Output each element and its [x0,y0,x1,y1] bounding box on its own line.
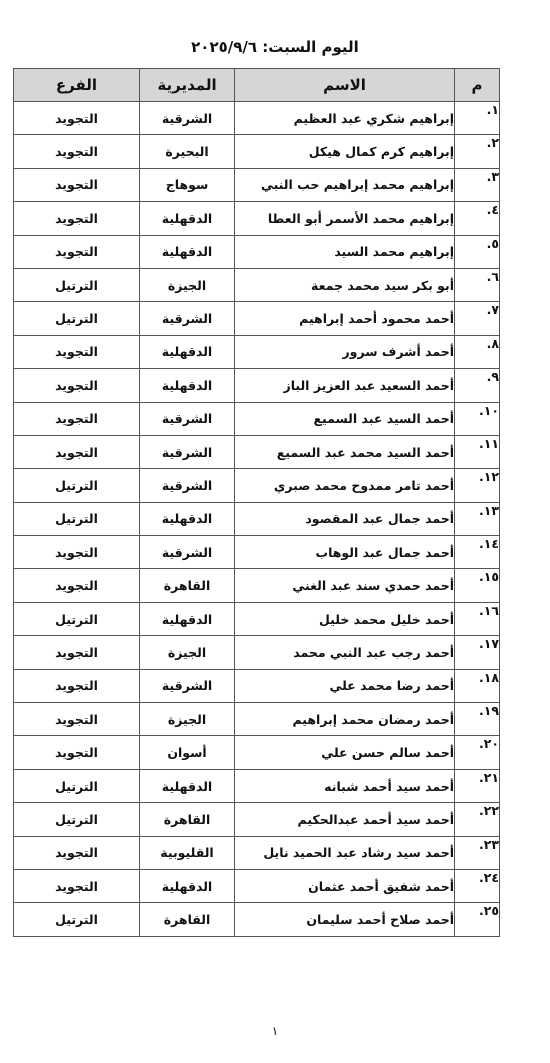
table-row [14,202,500,235]
row-number: ٢٤. [455,869,500,902]
row-directorate: سوهاج [140,168,235,201]
row-directorate: القاهرة [140,903,235,936]
table-row [14,703,500,736]
row-directorate: الدقهلية [140,869,235,902]
row-name: أحمد خليل محمد خليل [235,602,455,635]
row-branch: التجويد [14,669,140,702]
row-name: أحمد جمال عبد الوهاب [235,536,455,569]
row-name: إبراهيم محمد إبراهيم حب النبي [235,168,455,201]
row-branch: التجويد [14,135,140,168]
row-name: إبراهيم محمد السيد [235,235,455,268]
row-directorate: القاهرة [140,803,235,836]
row-branch: التجويد [14,536,140,569]
header-name: الاسم [235,69,455,102]
row-branch: الترتيل [14,502,140,535]
row-branch: الترتيل [14,803,140,836]
row-name: أحمد سالم حسن علي [235,736,455,769]
table-row [14,469,500,502]
table-row [14,402,500,435]
table-row [14,736,500,769]
row-number: ٢٣. [455,836,500,869]
row-name: أحمد السيد عبد السميع [235,402,455,435]
row-directorate: الدقهلية [140,335,235,368]
row-directorate: الدقهلية [140,235,235,268]
table-row [14,803,500,836]
row-name: أحمد السعيد عبد العزيز الباز [235,369,455,402]
row-name: أحمد سيد أحمد شبانه [235,769,455,802]
row-number: ١٢. [455,469,500,502]
row-number: ٦. [455,268,500,301]
row-branch: التجويد [14,102,140,135]
row-directorate: الجيزة [140,268,235,301]
row-branch: التجويد [14,435,140,468]
table-row [14,836,500,869]
row-directorate: الدقهلية [140,502,235,535]
row-name: أحمد شفيق أحمد عثمان [235,869,455,902]
table-row [14,602,500,635]
header-row [14,69,500,102]
row-number: ٢٥. [455,903,500,936]
row-number: ٢٠. [455,736,500,769]
row-directorate: الشرقية [140,402,235,435]
row-directorate: الشرقية [140,669,235,702]
row-branch: التجويد [14,636,140,669]
table-row [14,168,500,201]
page-number: ١ [271,1024,279,1038]
row-name: أحمد سيد رشاد عبد الحميد نايل [235,836,455,869]
table-row [14,102,500,135]
row-name: أحمد السيد محمد عبد السميع [235,435,455,468]
row-directorate: أسوان [140,736,235,769]
row-directorate: الجيزة [140,703,235,736]
row-name: أحمد رمضان محمد إبراهيم [235,703,455,736]
table-row [14,268,500,301]
header-branch: الفرع [14,69,140,102]
row-directorate: الشرقية [140,302,235,335]
row-name: أحمد صلاح أحمد سليمان [235,903,455,936]
row-number: ٢٢. [455,803,500,836]
row-branch: الترتيل [14,602,140,635]
header-directorate: المديرية [140,69,235,102]
row-number: ٢. [455,135,500,168]
row-name: إبراهيم كرم كمال هيكل [235,135,455,168]
row-directorate: الدقهلية [140,369,235,402]
table-row [14,369,500,402]
row-directorate: الشرقية [140,102,235,135]
row-number: ١٦. [455,602,500,635]
row-branch: التجويد [14,569,140,602]
row-branch: التجويد [14,836,140,869]
row-name: أحمد حمدي سند عبد الغني [235,569,455,602]
row-directorate: البحيرة [140,135,235,168]
row-directorate: الشرقية [140,536,235,569]
row-branch: الترتيل [14,469,140,502]
row-name: أحمد رجب عبد النبي محمد [235,636,455,669]
row-name: إبراهيم محمد الأسمر أبو العطا [235,202,455,235]
row-name: أبو بكر سيد محمد جمعة [235,268,455,301]
row-number: ٣. [455,168,500,201]
table-row [14,502,500,535]
row-branch: التجويد [14,736,140,769]
table-row [14,536,500,569]
table-row [14,636,500,669]
row-number: ١٩. [455,703,500,736]
header-num: م [455,69,500,102]
page-title: اليوم السبت: ٢٠٢٥/٩/٦ [191,38,359,56]
row-name: أحمد رضا محمد علي [235,669,455,702]
row-number: ١٣. [455,502,500,535]
row-directorate: القاهرة [140,569,235,602]
roster-table [13,68,500,937]
row-name: أحمد جمال عبد المقصود [235,502,455,535]
row-directorate: الشرقية [140,435,235,468]
row-directorate: الدقهلية [140,602,235,635]
row-number: ٧. [455,302,500,335]
row-number: ٢١. [455,769,500,802]
row-number: ١. [455,102,500,135]
table-row [14,869,500,902]
table-row [14,335,500,368]
row-branch: الترتيل [14,268,140,301]
table-row [14,903,500,936]
table-row [14,769,500,802]
row-branch: التجويد [14,703,140,736]
row-branch: التجويد [14,335,140,368]
row-name: أحمد محمود أحمد إبراهيم [235,302,455,335]
row-number: ٨. [455,335,500,368]
row-name: أحمد سيد أحمد عبدالحكيم [235,803,455,836]
row-directorate: الدقهلية [140,202,235,235]
row-branch: الترتيل [14,302,140,335]
row-number: ١٤. [455,536,500,569]
table-row [14,302,500,335]
row-directorate: الشرقية [140,469,235,502]
table-row [14,135,500,168]
row-number: ١٨. [455,669,500,702]
row-branch: التجويد [14,202,140,235]
row-directorate: الجيزة [140,636,235,669]
row-number: ٩. [455,369,500,402]
row-branch: التجويد [14,869,140,902]
row-number: ٤. [455,202,500,235]
table-row [14,569,500,602]
row-name: إبراهيم شكري عبد العظيم [235,102,455,135]
table-row [14,669,500,702]
row-directorate: الدقهلية [140,769,235,802]
table-body [14,102,500,937]
row-directorate: القليوبية [140,836,235,869]
row-number: ٥. [455,235,500,268]
row-number: ١٧. [455,636,500,669]
table-row [14,435,500,468]
row-branch: الترتيل [14,903,140,936]
table-row [14,235,500,268]
row-branch: التجويد [14,402,140,435]
row-name: أحمد أشرف سرور [235,335,455,368]
row-number: ١٥. [455,569,500,602]
table-header [14,69,500,102]
row-name: أحمد تامر ممدوح محمد صبري [235,469,455,502]
row-number: ١٠. [455,402,500,435]
row-number: ١١. [455,435,500,468]
row-branch: الترتيل [14,769,140,802]
row-branch: التجويد [14,235,140,268]
row-branch: التجويد [14,369,140,402]
row-branch: التجويد [14,168,140,201]
